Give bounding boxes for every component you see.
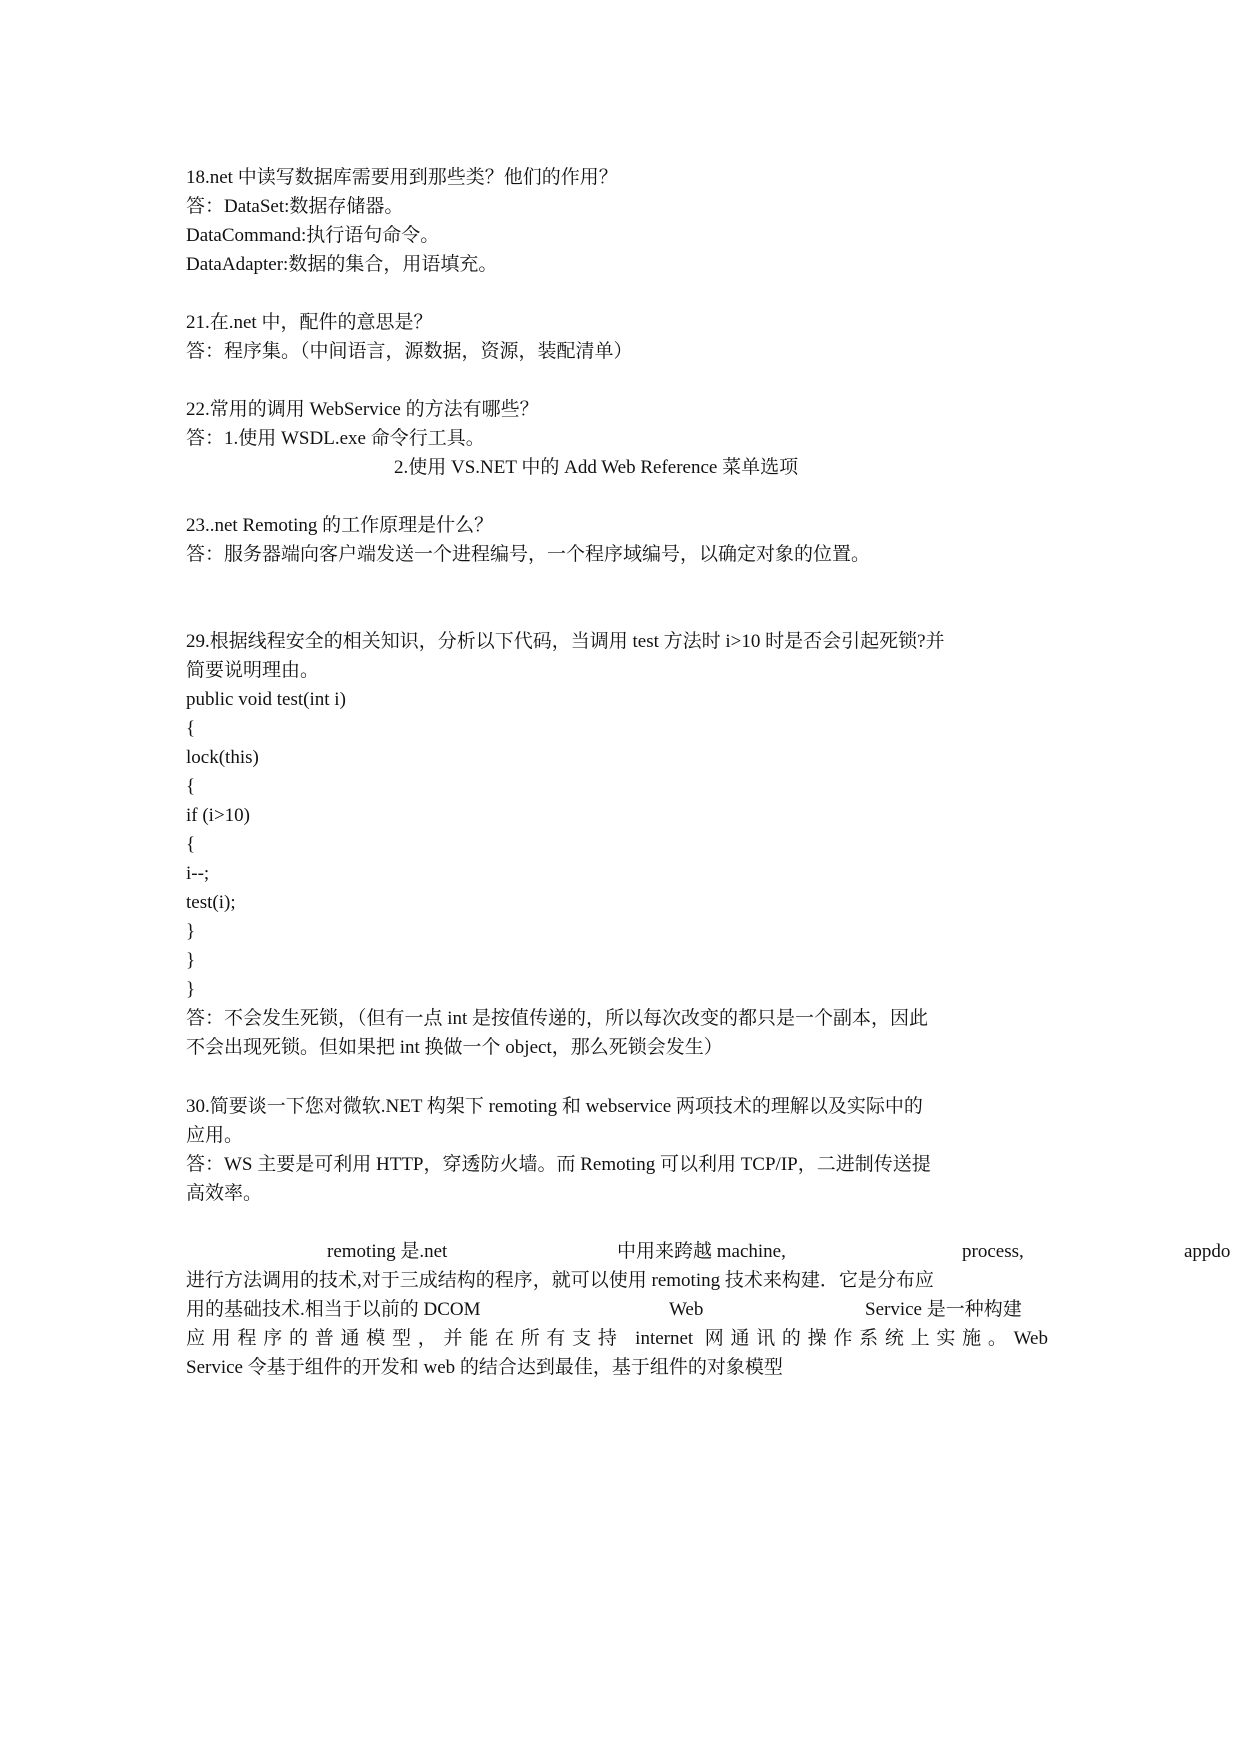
code-line: {: [186, 834, 196, 855]
q23-question: 23..net Remoting 的工作原理是什么？: [186, 515, 494, 536]
q30-paragraph-fragment: Service 是一种构建: [865, 1299, 1022, 1320]
q21-question: 21.在.net 中，配件的意思是？: [186, 312, 433, 333]
q30-paragraph-line: 应用程序的普通模型，并能在所有支持 internet 网通讯的操作系统上实施。Web: [186, 1328, 1048, 1349]
code-line: }: [186, 921, 196, 942]
q22-answer-line-2: 2.使用 VS.NET 中的 Add Web Reference 菜单选项: [394, 457, 799, 478]
code-line: if (i>10): [186, 805, 251, 826]
q30-answer-line-1: 答：WS 主要是可利用 HTTP，穿透防火墙。而 Remoting 可以利用 TCP/IP，二进制传送提: [186, 1154, 931, 1175]
q22-question: 22.常用的调用 WebService 的方法有哪些？: [186, 399, 539, 420]
code-line: test(i);: [186, 892, 236, 913]
q29-question-line-2: 简要说明理由。: [186, 660, 320, 681]
q22-answer-line-1: 答：1.使用 WSDL.exe 命令行工具。: [186, 428, 485, 449]
q18-answer-line-1: 答：DataSet:数据存储器。: [186, 196, 404, 217]
q29-answer-line-2: 不会出现死锁。但如果把 int 换做一个 object，那么死锁会发生）: [186, 1037, 723, 1058]
code-line: {: [186, 776, 196, 797]
code-line: }: [186, 979, 196, 1000]
q18-question: 18.net 中读写数据库需要用到那些类？他们的作用？: [186, 167, 618, 188]
code-line: lock(this): [186, 747, 259, 768]
code-line: i--;: [186, 863, 210, 884]
q30-paragraph-line: 进行方法调用的技术,对于三成结构的程序，就可以使用 remoting 技术来构建．它是分布应: [186, 1270, 934, 1291]
q23-answer: 答：服务器端向客户端发送一个进程编号，一个程序域编号，以确定对象的位置。: [186, 544, 871, 565]
code-line: public void test(int i): [186, 689, 346, 710]
q18-answer-line-3: DataAdapter:数据的集合，用语填充。: [186, 254, 498, 275]
q30-question-line-2: 应用。: [186, 1125, 244, 1146]
q30-paragraph-fragment: 中用来跨越 machine,: [617, 1241, 786, 1262]
q29-answer-line-1: 答：不会发生死锁，（但有一点 int 是按值传递的，所以每次改变的都只是一个副本，因此: [186, 1008, 929, 1029]
q30-answer-line-2: 高效率。: [186, 1183, 263, 1204]
code-line: {: [186, 718, 196, 739]
q30-paragraph-fragment: 用的基础技术.相当于以前的 DCOM: [186, 1299, 481, 1320]
q29-question-line-1: 29.根据线程安全的相关知识，分析以下代码，当调用 test 方法时 i>10 时是否会引起死锁?并: [186, 631, 945, 652]
q30-paragraph-line: Service 令基于组件的开发和 web 的结合达到最佳，基于组件的对象模型: [186, 1357, 783, 1378]
q30-paragraph-fragment: remoting 是.net: [327, 1241, 448, 1262]
code-line: }: [186, 950, 196, 971]
q21-answer: 答：程序集。（中间语言，源数据，资源，装配清单）: [186, 341, 633, 362]
q30-paragraph-fragment: Web: [669, 1299, 704, 1320]
q30-question-line-1: 30.简要谈一下您对微软.NET 构架下 remoting 和 webservice 两项技术的理解以及实际中的: [186, 1096, 923, 1117]
q30-paragraph-fragment: appdo: [1184, 1241, 1231, 1262]
q30-paragraph-fragment: process,: [962, 1241, 1024, 1262]
q18-answer-line-2: DataCommand:执行语句命令。: [186, 225, 440, 246]
